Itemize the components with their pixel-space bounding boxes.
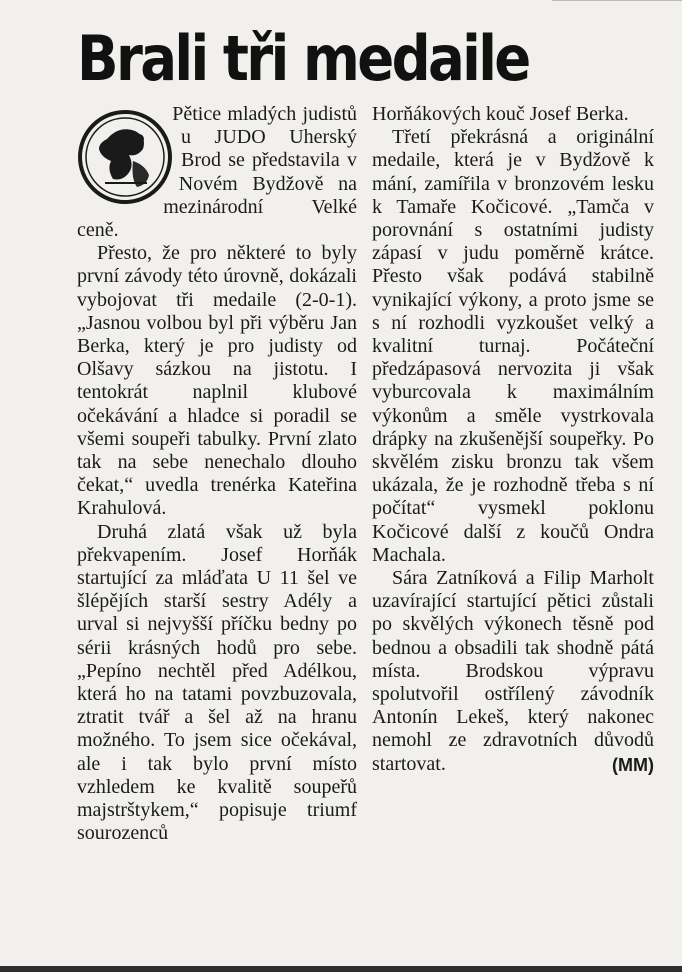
- article-paragraph: Přesto, že pro některé to byly první závody této úrovně, dokázali vybojovat tři medaile (2-0-1). „Jasnou volbou byl při výběru Jan Berka, který je pro judisty od Olšavy sázkou na jistotu. I tentokrát naplnil klubové očekávání a hladce si poradil se všemi soupeři tabulky. První zlato tak na sebe nenechalo dlouho čekat,“ uvedla trenérka Kateřina Krahulová.: [77, 242, 357, 520]
- judo-club-emblem-icon: [77, 109, 173, 205]
- article-paragraph: [372, 567, 654, 776]
- article-paragraph: Druhá zlatá však už byla překvapením. Josef Horňák startující za mláďata U 11 šel ve šlépějích starší sestry Adély a urval si nejvyšší příčku bedny po sérii krásných hodů pro sebe. „Pepíno nechtěl před Adélkou, která ho na tatami povzbuzovala, ztratit tvář a šel až na hranu možného. To jsem sice očekával, ale i tak bylo první místo vzhledem ke kvalitě soupeřů majstrštykem,“ popisuje triumf sourozenců: [77, 520, 357, 845]
- article-paragraph: Třetí překrásná a originální medaile, která je v Bydžově k mání, zamířila v bronzovém lesku k Tamaře Kočicové. „Tamča v porovnání s ostatními judisty zápasí v judu poměrně krátce. Přesto však podává stabilně vynikající výkony, a proto jsme se s ní rozhodli vyzkoušet velký a kvalitní turnaj. Počáteční předzápasová nervozita ji však vyburcovala k maximálním výkonům a směle vystrkovala drápky na zkušenější soupeřky. Po skvělém zisku bronzu tak všem ukázala, že je rozhodně třeba s ní počítat“ vysmekl poklonu Kočicové další z koučů Ondra Machala.: [372, 126, 654, 566]
- author-signature: (MM): [612, 754, 654, 775]
- article-paragraph-continued: Horňákových kouč Josef Berka.: [372, 103, 629, 125]
- article-column-left: [77, 103, 357, 846]
- top-divider: [552, 0, 682, 1]
- article-headline: Brali tři medaile: [77, 22, 529, 95]
- article-lead-paragraph: Pětice mladých judistů u JUDO Uherský Brod se představila v Novém Bydžově na mezinárodní Velké ceně.: [77, 103, 357, 242]
- bottom-divider: [0, 966, 682, 972]
- article-closing-text: Sára Zatníková a Filip Marholt uzavírající startující pětici zůstali po skvělých výkonech těsně pod bednou a obsadili tak shodně pátá místa. Brodskou výpravu spolutvořil ostřílený závodník Antonín Lekeš, který nakonec nemohl ze zdravotních důvodů startovat.: [372, 567, 654, 775]
- article-column-right: [372, 103, 654, 777]
